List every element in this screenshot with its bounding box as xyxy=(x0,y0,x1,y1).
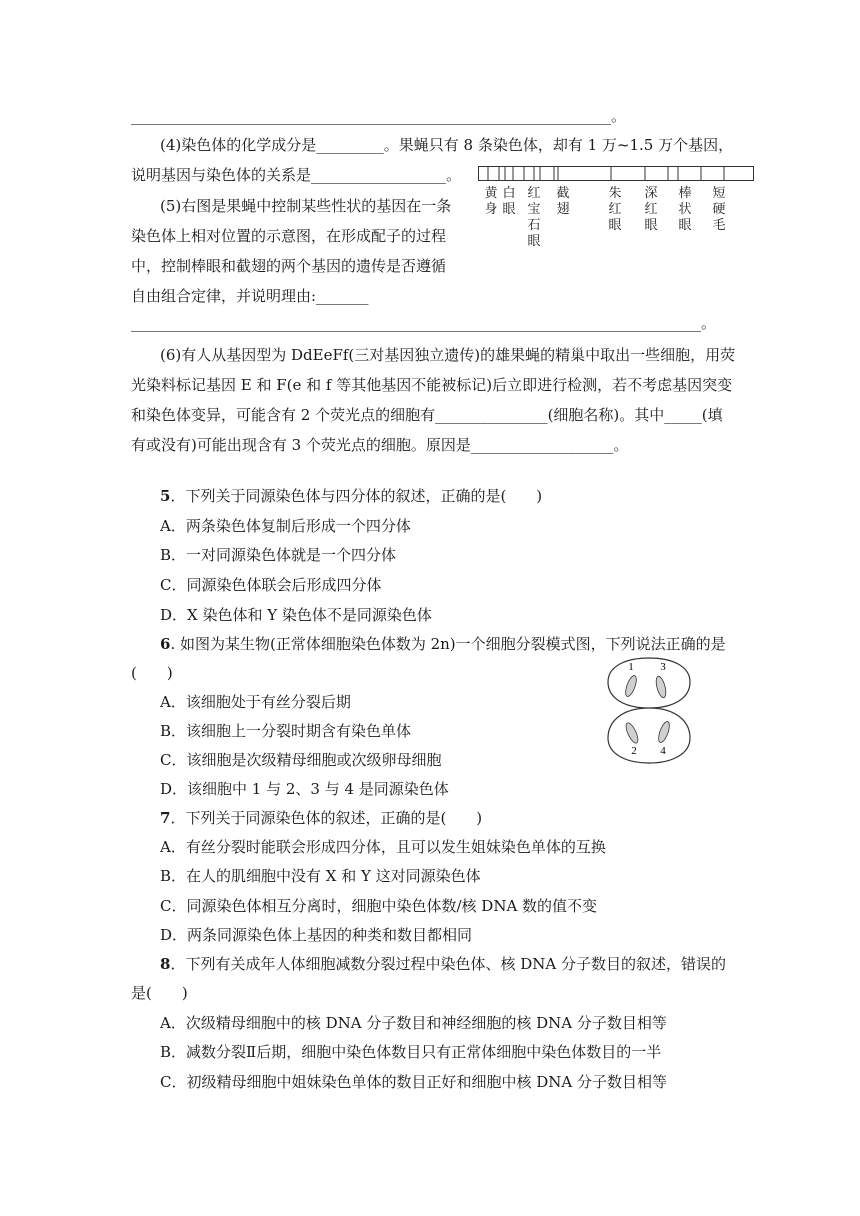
option-d: D．X 染色体和 Y 染色体不是同源染色体 xyxy=(160,606,432,624)
question-number: 8 xyxy=(160,955,171,973)
option-c: C．同源染色体联会后形成四分体 xyxy=(160,576,382,594)
gene-label: 深 红 眼 xyxy=(644,186,658,233)
q4-part6-line4: 有或没有)可能出现含有 3 个荧光点的细胞。原因是___________________。 xyxy=(131,436,629,454)
q4-part6-line2: 光染料标记基因 E 和 F(e 和 f 等其他基因不能被标记)后立即进行检测，若不考虑基因突变 xyxy=(131,376,733,394)
option-c: C．同源染色体相互分离时，细胞中染色体数/核 DNA 数的值不变 xyxy=(160,897,598,915)
q4-part4-line1: (4)染色体的化学成分是_________。果蝇只有 8 条染色体，却有 1 万~1.5 万个基因， xyxy=(160,136,734,154)
question-text: ．下列关于同源染色体的叙述，正确的是( ) xyxy=(170,809,483,827)
option-b: B．一对同源染色体就是一个四分体 xyxy=(160,546,397,564)
q4-part5-line5: ____________________________________________________________________________。 xyxy=(131,314,717,332)
question-number: 7 xyxy=(160,809,171,827)
option-a: A．两条染色体复制后形成一个四分体 xyxy=(160,517,411,535)
question-8-stem-cont: 是( ) xyxy=(131,984,188,1002)
answer-blank-line: ________________________________________________________________。 xyxy=(131,107,627,125)
question-8-stem xyxy=(160,954,726,974)
question-7-stem xyxy=(160,808,482,828)
gene-labels xyxy=(478,186,768,266)
fig-label-1: 1 xyxy=(628,661,634,673)
q4-part6-line1: (6)有人从基因型为 DdEeFf(三对基因独立遗传)的雄果蝇的精巢中取出一些细胞，用荧 xyxy=(160,346,736,364)
gene-label: 白 眼 xyxy=(502,186,516,217)
cell-outline xyxy=(608,658,690,763)
gene-label: 短 硬 毛 xyxy=(712,186,726,233)
q4-part4-line2: 说明基因与染色体的关系是__________________。 xyxy=(131,166,462,184)
gene-label: 朱 红 眼 xyxy=(608,186,622,233)
option-a: A．有丝分裂时能联会形成四分体，且可以发生姐妹染色单体的互换 xyxy=(160,838,606,856)
option-b: B．减数分裂Ⅱ后期，细胞中染色体数目只有正常体细胞中染色体数目的一半 xyxy=(160,1043,662,1061)
option-a: A．次级精母细胞中的核 DNA 分子数目和神经细胞的核 DNA 分子数目相等 xyxy=(160,1014,667,1032)
q4-part5-line3: 中，控制棒眼和截翅的两个基因的遗传是否遵循 xyxy=(131,257,447,275)
option-d: D．两条同源染色体上基因的种类和数目都相同 xyxy=(160,926,473,944)
cell-division-figure xyxy=(604,656,694,766)
gene-label: 截 翅 xyxy=(556,186,570,217)
question-text: . 如图为某生物(正常体细胞染色体数为 2n)一个细胞分裂模式图，下列说法正确的是 xyxy=(170,635,726,653)
gene-label: 棒 状 眼 xyxy=(678,186,692,233)
option-d: D．该细胞中 1 与 2、3 与 4 是同源染色体 xyxy=(160,780,449,798)
question-5-stem xyxy=(160,486,542,506)
option-a: A．该细胞处于有丝分裂后期 xyxy=(160,693,351,711)
q4-part5-line2: 染色体上相对位置的示意图，在形成配子的过程 xyxy=(131,227,447,245)
question-text: ．下列有关成年人体细胞减数分裂过程中染色体、核 DNA 分子数目的叙述，错误的 xyxy=(170,955,726,973)
question-6-stem xyxy=(160,634,726,654)
question-text: ．下列关于同源染色体与四分体的叙述，正确的是( ) xyxy=(170,487,543,505)
question-number: 5 xyxy=(160,487,171,505)
fig-label-4: 4 xyxy=(660,745,666,757)
chromosome-gene-map xyxy=(478,166,754,181)
q4-part5-line1: (5)右图是果蝇中控制某些性状的基因在一条 xyxy=(160,197,452,215)
q4-part6-line3: 和染色体变异，可能含有 2 个荧光点的细胞有_______________(细胞名称)。其中_____(填 xyxy=(131,406,723,424)
option-c: C．初级精母细胞中姐妹染色单体的数目正好和细胞中核 DNA 分子数目相等 xyxy=(160,1073,668,1091)
gene-label: 红 宝 石 眼 xyxy=(527,186,541,249)
question-6-paren: ( ) xyxy=(131,664,173,682)
option-b: B．该细胞上一分裂时期含有染色单体 xyxy=(160,722,412,740)
question-number: 6 xyxy=(160,635,171,653)
option-b: B．在人的肌细胞中没有 X 和 Y 这对同源染色体 xyxy=(160,867,481,885)
option-c: C．该细胞是次级精母细胞或次级卵母细胞 xyxy=(160,751,442,769)
fig-label-2: 2 xyxy=(631,745,637,757)
gene-label: 黄 身 xyxy=(484,186,498,217)
q4-part5-line4: 自由组合定律，并说明理由:_______ xyxy=(131,287,369,305)
fig-label-3: 3 xyxy=(660,661,666,673)
